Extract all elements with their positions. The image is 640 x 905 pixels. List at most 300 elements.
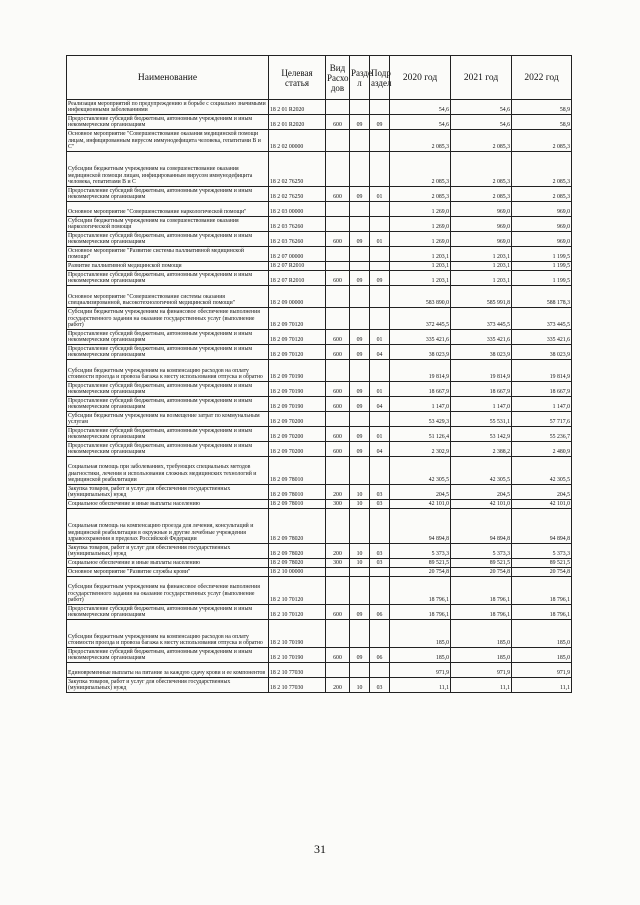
cell-2021: 18 796,1 (451, 605, 512, 620)
cell-expense-type (326, 100, 350, 115)
cell-section (350, 620, 370, 648)
cell-target-article: 18 2 09 78020 (269, 559, 326, 568)
cell-subsection (370, 262, 390, 271)
cell-2020: 51 126,4 (390, 427, 451, 442)
cell-2022: 89 521,5 (512, 559, 572, 568)
cell-subsection: 06 (370, 648, 390, 663)
cell-target-article: 18 2 09 70200 (269, 412, 326, 427)
cell-2021: 54,6 (451, 100, 512, 115)
cell-2022: 588 178,3 (512, 286, 572, 308)
header-year-2020: 2020 год (390, 56, 451, 100)
cell-name: Предоставление субсидий бюджетным, автономным учреждениям и иным некоммерческим организациям (67, 605, 269, 620)
cell-expense-type (326, 457, 350, 485)
cell-section (350, 577, 370, 605)
table-row (67, 130, 572, 152)
cell-2020: 185,0 (390, 620, 451, 648)
cell-2020: 1 203,1 (390, 271, 451, 286)
table-row (67, 500, 572, 509)
cell-2021: 20 754,8 (451, 568, 512, 577)
cell-2021: 185,0 (451, 648, 512, 663)
cell-2022: 2 085,3 (512, 152, 572, 187)
cell-subsection: 06 (370, 605, 390, 620)
cell-expense-type: 600 (326, 605, 350, 620)
cell-name: Предоставление субсидий бюджетным, автономным учреждениям и иным некоммерческим организациям (67, 115, 269, 130)
cell-name: Субсидии бюджетным учреждениям на совершенствование оказания медицинской помощи лицам, инфицированным вирусом иммунодефицита человека, гепатитами В и С (67, 152, 269, 187)
cell-2021: 18 667,9 (451, 382, 512, 397)
cell-section (350, 262, 370, 271)
table-row (67, 678, 572, 693)
cell-name: Предоставление субсидий бюджетным, автономным учреждениям и иным некоммерческим организациям (67, 330, 269, 345)
cell-expense-type: 600 (326, 271, 350, 286)
cell-name: Основное мероприятие "Совершенствование наркологической помощи" (67, 202, 269, 217)
table-row (67, 509, 572, 544)
table-row (67, 577, 572, 605)
table-header-row (67, 56, 572, 100)
cell-section (350, 100, 370, 115)
cell-subsection: 09 (370, 271, 390, 286)
cell-subsection: 04 (370, 442, 390, 457)
cell-subsection: 09 (370, 115, 390, 130)
cell-section (350, 568, 370, 577)
cell-target-article: 18 2 09 00000 (269, 286, 326, 308)
cell-2021: 54,6 (451, 115, 512, 130)
cell-name: Субсидии бюджетным учреждениям на финансовое обеспечение выполнения государственного задания на оказание государственных услуг (выполнение работ) (67, 308, 269, 330)
cell-name: Предоставление субсидий бюджетным, автономным учреждениям и иным некоммерческим организациям (67, 345, 269, 360)
table-row (67, 442, 572, 457)
cell-2022: 204,5 (512, 485, 572, 500)
cell-2022: 373 445,5 (512, 308, 572, 330)
table-row (67, 100, 572, 115)
cell-section: 09 (350, 397, 370, 412)
table-row (67, 427, 572, 442)
cell-subsection (370, 412, 390, 427)
cell-2020: 971,9 (390, 663, 451, 678)
cell-section (350, 247, 370, 262)
cell-2021: 969,0 (451, 202, 512, 217)
cell-subsection (370, 152, 390, 187)
cell-name: Субсидии бюджетным учреждениям на компенсацию расходов на оплату стоимости проезда и провоза багажа к месту использования отпуска и обратно (67, 360, 269, 382)
cell-2022: 38 023,9 (512, 345, 572, 360)
cell-target-article: 18 2 09 70120 (269, 308, 326, 330)
cell-expense-type: 300 (326, 500, 350, 509)
cell-section (350, 308, 370, 330)
cell-name: Социальное обеспечение и иные выплаты населению (67, 500, 269, 509)
cell-target-article: 18 2 02 76250 (269, 187, 326, 202)
cell-section (350, 663, 370, 678)
cell-2021: 969,0 (451, 232, 512, 247)
header-subsection: Подр аздел (370, 56, 390, 100)
cell-subsection: 03 (370, 500, 390, 509)
cell-2020: 204,5 (390, 485, 451, 500)
cell-2021: 1 203,1 (451, 247, 512, 262)
table-row (67, 663, 572, 678)
cell-2020: 2 302,9 (390, 442, 451, 457)
cell-section (350, 509, 370, 544)
cell-2020: 1 147,0 (390, 397, 451, 412)
cell-name: Предоставление субсидий бюджетным, автономным учреждениям и иным некоммерческим организациям (67, 271, 269, 286)
table-row (67, 544, 572, 559)
cell-name: Единовременные выплаты на питание за каждую сдачу крови и ее компонентов (67, 663, 269, 678)
cell-2020: 583 890,0 (390, 286, 451, 308)
cell-section (350, 152, 370, 187)
cell-target-article: 18 2 02 76250 (269, 152, 326, 187)
cell-2021: 53 142,9 (451, 427, 512, 442)
cell-2021: 18 796,1 (451, 577, 512, 605)
cell-expense-type (326, 262, 350, 271)
cell-section: 10 (350, 544, 370, 559)
cell-target-article: 18 2 07 00000 (269, 247, 326, 262)
cell-name: Субсидии бюджетным учреждениям на компенсацию расходов на оплату стоимости проезда и провоза багажа к месту использования отпуска и обратно (67, 620, 269, 648)
table-row (67, 485, 572, 500)
cell-2021: 2 388,2 (451, 442, 512, 457)
cell-name: Предоставление субсидий бюджетным, автономным учреждениям и иным некоммерческим организациям (67, 648, 269, 663)
cell-2022: 18 667,9 (512, 382, 572, 397)
cell-2022: 185,0 (512, 648, 572, 663)
cell-name: Предоставление субсидий бюджетным, автономным учреждениям и иным некоммерческим организациям (67, 232, 269, 247)
cell-2020: 1 203,1 (390, 247, 451, 262)
cell-2022: 1 199,5 (512, 247, 572, 262)
cell-2021: 19 814,9 (451, 360, 512, 382)
cell-2021: 2 085,3 (451, 152, 512, 187)
cell-target-article: 18 2 10 77030 (269, 663, 326, 678)
cell-section (350, 202, 370, 217)
cell-2020: 1 269,0 (390, 217, 451, 232)
cell-name: Субсидии бюджетным учреждениям на возмещение затрат по коммунальным услугам (67, 412, 269, 427)
cell-2021: 89 521,5 (451, 559, 512, 568)
cell-2020: 1 203,1 (390, 262, 451, 271)
cell-target-article: 18 2 09 70190 (269, 397, 326, 412)
cell-2022: 18 796,1 (512, 605, 572, 620)
cell-2022: 58,9 (512, 115, 572, 130)
cell-subsection: 01 (370, 330, 390, 345)
header-expense-type: Вид Расхо дов (326, 56, 350, 100)
cell-2022: 1 199,5 (512, 271, 572, 286)
table-row (67, 115, 572, 130)
cell-2022: 20 754,8 (512, 568, 572, 577)
cell-2020: 54,6 (390, 115, 451, 130)
cell-2020: 372 445,5 (390, 308, 451, 330)
cell-2022: 1 147,0 (512, 397, 572, 412)
cell-expense-type: 200 (326, 544, 350, 559)
cell-section: 09 (350, 115, 370, 130)
cell-section: 09 (350, 648, 370, 663)
cell-section: 09 (350, 382, 370, 397)
cell-2022: 969,0 (512, 217, 572, 232)
cell-2021: 42 305,5 (451, 457, 512, 485)
cell-2022: 2 085,3 (512, 130, 572, 152)
cell-2020: 54,6 (390, 100, 451, 115)
table-row (67, 559, 572, 568)
page-number: 31 (314, 842, 326, 856)
cell-section: 09 (350, 187, 370, 202)
cell-2020: 2 085,3 (390, 130, 451, 152)
cell-2020: 1 269,0 (390, 232, 451, 247)
cell-section (350, 457, 370, 485)
cell-2021: 1 147,0 (451, 397, 512, 412)
cell-section: 09 (350, 605, 370, 620)
cell-2021: 94 894,8 (451, 509, 512, 544)
cell-expense-type: 600 (326, 345, 350, 360)
cell-subsection (370, 286, 390, 308)
cell-target-article: 18 2 09 70120 (269, 345, 326, 360)
cell-expense-type (326, 360, 350, 382)
cell-section: 09 (350, 330, 370, 345)
cell-expense-type (326, 568, 350, 577)
table-row (67, 271, 572, 286)
cell-subsection (370, 217, 390, 232)
cell-2022: 5 373,3 (512, 544, 572, 559)
cell-target-article: 18 2 09 78020 (269, 509, 326, 544)
cell-2020: 185,0 (390, 648, 451, 663)
cell-subsection (370, 577, 390, 605)
cell-2021: 204,5 (451, 485, 512, 500)
cell-2022: 19 814,9 (512, 360, 572, 382)
cell-2022: 11,1 (512, 678, 572, 693)
cell-2020: 38 023,9 (390, 345, 451, 360)
cell-name: Развитие паллиативной медицинской помощи (67, 262, 269, 271)
cell-2022: 18 796,1 (512, 577, 572, 605)
cell-name: Закупка товаров, работ и услуг для обеспечения государственных (муниципальных) нужд (67, 485, 269, 500)
table-row (67, 247, 572, 262)
cell-target-article: 18 2 03 00000 (269, 202, 326, 217)
table-row (67, 568, 572, 577)
cell-2022: 2 480,9 (512, 442, 572, 457)
cell-expense-type (326, 152, 350, 187)
cell-2021: 2 085,3 (451, 130, 512, 152)
cell-2021: 5 373,3 (451, 544, 512, 559)
cell-expense-type: 600 (326, 648, 350, 663)
cell-name: Реализация мероприятий по предупреждению и борьбе с социально значимыми инфекционными заболеваниями (67, 100, 269, 115)
cell-subsection (370, 247, 390, 262)
cell-2021: 185,0 (451, 620, 512, 648)
cell-name: Закупка товаров, работ и услуг для обеспечения государственных (муниципальных) нужд (67, 544, 269, 559)
cell-2020: 5 373,3 (390, 544, 451, 559)
cell-subsection (370, 360, 390, 382)
cell-expense-type: 600 (326, 397, 350, 412)
cell-2020: 11,1 (390, 678, 451, 693)
cell-section (350, 217, 370, 232)
cell-target-article: 18 2 01 R2020 (269, 100, 326, 115)
cell-section (350, 130, 370, 152)
cell-2022: 55 236,7 (512, 427, 572, 442)
table-row (67, 330, 572, 345)
cell-subsection: 03 (370, 544, 390, 559)
table-row (67, 286, 572, 308)
cell-name: Предоставление субсидий бюджетным, автономным учреждениям и иным некоммерческим организациям (67, 442, 269, 457)
cell-target-article: 18 2 09 70190 (269, 382, 326, 397)
table-row (67, 152, 572, 187)
cell-target-article: 18 2 09 78010 (269, 457, 326, 485)
cell-expense-type (326, 247, 350, 262)
table-row (67, 382, 572, 397)
cell-2020: 1 269,0 (390, 202, 451, 217)
cell-expense-type: 600 (326, 187, 350, 202)
cell-subsection (370, 620, 390, 648)
cell-name: Предоставление субсидий бюджетным, автономным учреждениям и иным некоммерческим организациям (67, 427, 269, 442)
cell-section: 10 (350, 485, 370, 500)
cell-name: Закупка товаров, работ и услуг для обеспечения государственных (муниципальных) нужд (67, 678, 269, 693)
cell-subsection (370, 308, 390, 330)
cell-section: 10 (350, 559, 370, 568)
cell-expense-type: 200 (326, 678, 350, 693)
cell-section: 09 (350, 345, 370, 360)
cell-section (350, 360, 370, 382)
cell-2022: 57 717,6 (512, 412, 572, 427)
header-name: Наименование (67, 56, 269, 100)
cell-section (350, 286, 370, 308)
cell-2020: 2 085,3 (390, 152, 451, 187)
cell-name: Социальное обеспечение и иные выплаты населению (67, 559, 269, 568)
cell-2022: 2 085,3 (512, 187, 572, 202)
table-row (67, 397, 572, 412)
cell-subsection: 01 (370, 427, 390, 442)
cell-2022: 971,9 (512, 663, 572, 678)
cell-target-article: 18 2 10 70190 (269, 648, 326, 663)
cell-subsection: 01 (370, 232, 390, 247)
table-row (67, 360, 572, 382)
cell-expense-type (326, 577, 350, 605)
budget-table (66, 55, 572, 693)
cell-target-article: 18 2 07 R2010 (269, 262, 326, 271)
cell-2020: 18 667,9 (390, 382, 451, 397)
cell-expense-type (326, 663, 350, 678)
cell-expense-type: 600 (326, 442, 350, 457)
cell-2020: 18 796,1 (390, 605, 451, 620)
cell-subsection: 03 (370, 485, 390, 500)
cell-2020: 18 796,1 (390, 577, 451, 605)
cell-expense-type: 200 (326, 485, 350, 500)
cell-expense-type: 300 (326, 559, 350, 568)
cell-expense-type: 600 (326, 330, 350, 345)
cell-2021: 585 991,8 (451, 286, 512, 308)
cell-name: Предоставление субсидий бюджетным, автономным учреждениям и иным некоммерческим организациям (67, 382, 269, 397)
cell-2021: 38 023,9 (451, 345, 512, 360)
cell-target-article: 18 2 10 70120 (269, 605, 326, 620)
cell-section: 10 (350, 500, 370, 509)
cell-name: Основное мероприятие "Совершенствование оказания медицинской помощи лицам, инфицированным вирусом иммунодефицита человека, гепатитами В и С" (67, 130, 269, 152)
table-row (67, 412, 572, 427)
cell-expense-type (326, 509, 350, 544)
cell-target-article: 18 2 10 70190 (269, 620, 326, 648)
cell-2021: 1 203,1 (451, 271, 512, 286)
cell-2021: 971,9 (451, 663, 512, 678)
table-row (67, 202, 572, 217)
cell-expense-type (326, 620, 350, 648)
cell-target-article: 18 2 09 70200 (269, 442, 326, 457)
cell-target-article: 18 2 02 00000 (269, 130, 326, 152)
cell-target-article: 18 2 09 78010 (269, 485, 326, 500)
cell-target-article: 18 2 09 70200 (269, 427, 326, 442)
cell-2022: 1 199,5 (512, 262, 572, 271)
cell-target-article: 18 2 09 70190 (269, 360, 326, 382)
cell-2022: 42 101,0 (512, 500, 572, 509)
cell-2021: 969,0 (451, 217, 512, 232)
cell-name: Основное мероприятие "Развитие службы крови" (67, 568, 269, 577)
table-body (67, 100, 572, 693)
cell-subsection (370, 663, 390, 678)
cell-subsection (370, 509, 390, 544)
cell-target-article: 18 2 01 R2020 (269, 115, 326, 130)
cell-subsection (370, 100, 390, 115)
cell-target-article: 18 2 09 70120 (269, 330, 326, 345)
cell-target-article: 18 2 09 78020 (269, 544, 326, 559)
cell-section: 09 (350, 271, 370, 286)
cell-subsection (370, 202, 390, 217)
header-year-2022: 2022 год (512, 56, 572, 100)
table-row (67, 605, 572, 620)
cell-2020: 42 101,0 (390, 500, 451, 509)
cell-2021: 2 085,3 (451, 187, 512, 202)
cell-section: 09 (350, 427, 370, 442)
table-row (67, 457, 572, 485)
cell-2021: 373 445,5 (451, 308, 512, 330)
cell-target-article: 18 2 07 R2010 (269, 271, 326, 286)
header-year-2021: 2021 год (451, 56, 512, 100)
table-row (67, 232, 572, 247)
cell-subsection (370, 130, 390, 152)
cell-subsection: 04 (370, 397, 390, 412)
table-row (67, 648, 572, 663)
cell-2021: 335 421,6 (451, 330, 512, 345)
cell-expense-type: 600 (326, 115, 350, 130)
cell-2021: 1 203,1 (451, 262, 512, 271)
cell-name: Субсидии бюджетным учреждениям на совершенствование оказания наркологической помощи (67, 217, 269, 232)
cell-section (350, 412, 370, 427)
table-row (67, 262, 572, 271)
cell-2020: 20 754,8 (390, 568, 451, 577)
cell-expense-type: 600 (326, 427, 350, 442)
cell-expense-type: 600 (326, 382, 350, 397)
cell-2022: 94 894,8 (512, 509, 572, 544)
cell-2020: 19 814,9 (390, 360, 451, 382)
cell-target-article: 18 2 10 00000 (269, 568, 326, 577)
cell-section: 10 (350, 678, 370, 693)
header-section: Разде л (350, 56, 370, 100)
header-target-article: Целевая статья (269, 56, 326, 100)
cell-2020: 89 521,5 (390, 559, 451, 568)
cell-expense-type (326, 202, 350, 217)
cell-2020: 42 305,5 (390, 457, 451, 485)
cell-expense-type (326, 130, 350, 152)
cell-subsection: 03 (370, 559, 390, 568)
cell-2020: 335 421,6 (390, 330, 451, 345)
cell-section: 09 (350, 442, 370, 457)
cell-2020: 53 429,3 (390, 412, 451, 427)
cell-2020: 94 894,8 (390, 509, 451, 544)
cell-subsection: 04 (370, 345, 390, 360)
cell-expense-type: 600 (326, 232, 350, 247)
cell-expense-type (326, 308, 350, 330)
cell-2021: 11,1 (451, 678, 512, 693)
cell-2022: 42 305,5 (512, 457, 572, 485)
table-row (67, 345, 572, 360)
cell-target-article: 18 2 10 70120 (269, 577, 326, 605)
cell-name: Социальная помощь при заболеваниях, требующих специальных методов диагностики, лечения и использования сложных медицинских технологий и медицинской реабилитации (67, 457, 269, 485)
cell-subsection: 01 (370, 382, 390, 397)
cell-target-article: 18 2 10 77030 (269, 678, 326, 693)
cell-name: Социальная помощь на компенсацию проезда для лечения, консультаций и медицинской реабилитации в окружные и другие лечебные учреждения здравоохранения в пределах Российской Федерации (67, 509, 269, 544)
cell-2021: 42 101,0 (451, 500, 512, 509)
cell-name: Основное мероприятие "Совершенствование системы оказания специализированной, высокотехнологичной медицинской помощи" (67, 286, 269, 308)
cell-subsection: 01 (370, 187, 390, 202)
table-row (67, 308, 572, 330)
cell-name: Предоставление субсидий бюджетным, автономным учреждениям и иным некоммерческим организациям (67, 187, 269, 202)
cell-expense-type (326, 412, 350, 427)
cell-subsection: 03 (370, 678, 390, 693)
cell-subsection (370, 457, 390, 485)
cell-name: Основное мероприятие "Развитие системы паллиативной медицинской помощи" (67, 247, 269, 262)
cell-target-article: 18 2 09 78010 (269, 500, 326, 509)
